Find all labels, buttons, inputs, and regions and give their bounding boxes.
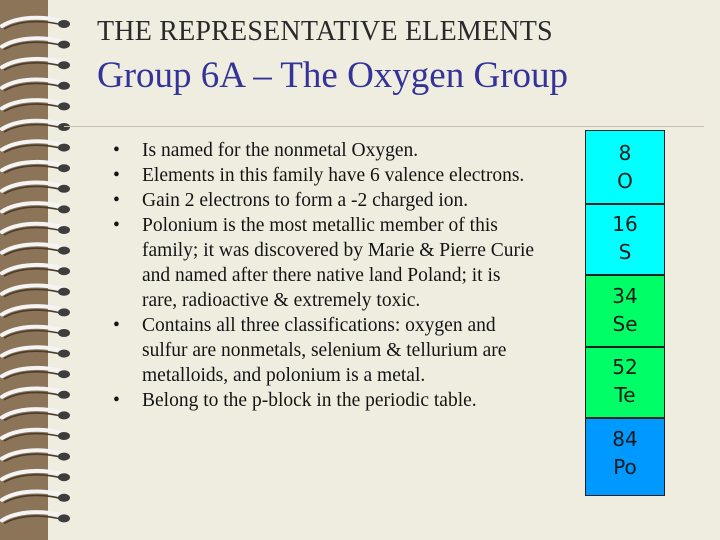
bullet-dot: • xyxy=(113,390,120,411)
binding-ring xyxy=(2,203,70,214)
binding-ring xyxy=(2,512,70,523)
element-symbol: O xyxy=(617,169,633,193)
binding-ring xyxy=(2,244,70,255)
atomic-number: 84 xyxy=(612,427,638,451)
binding-ring xyxy=(2,59,70,70)
binding-ring xyxy=(2,347,70,358)
element-symbol: S xyxy=(618,240,632,264)
spiral-binding xyxy=(0,0,80,540)
element-symbol: Se xyxy=(612,312,638,336)
element-cell-sulfur xyxy=(586,205,664,274)
binding-ring xyxy=(2,80,70,91)
slide-subtitle: THE REPRESENTATIVE ELEMENTS xyxy=(97,16,553,47)
bullet-text: Elements in this family have 6 valence electrons. xyxy=(142,165,525,186)
binding-ring xyxy=(2,141,70,152)
binding-ring xyxy=(2,306,70,317)
binding-ring xyxy=(2,18,70,29)
atomic-number: 34 xyxy=(612,284,638,308)
binding-ring xyxy=(2,492,70,503)
atomic-number: 52 xyxy=(612,355,638,379)
element-cell-selenium xyxy=(586,276,664,346)
binding-ring xyxy=(2,100,70,111)
bullet-text: Contains all three classifications: oxygen and sulfur are nonmetals, selenium & tellurium are metalloids, and polonium is a metal. xyxy=(142,315,507,386)
element-symbol: Te xyxy=(614,383,636,407)
binding-ring xyxy=(2,450,70,461)
binding-ring xyxy=(2,38,70,49)
element-column xyxy=(585,130,665,496)
binding-ring xyxy=(2,224,70,235)
binding-ring xyxy=(2,286,70,297)
bullet-dot: • xyxy=(113,190,120,211)
bullet-item xyxy=(113,213,538,313)
bullet-dot: • xyxy=(113,140,120,161)
element-cell-polonium xyxy=(586,419,664,495)
binding-ring xyxy=(2,409,70,420)
bullet-item xyxy=(113,313,538,388)
element-cell-oxygen xyxy=(586,131,664,203)
bullet-dot: • xyxy=(113,165,120,186)
slide-title: Group 6A – The Oxygen Group xyxy=(97,55,569,96)
bullet-text: Polonium is the most metallic member of this family; it was discovered by Marie & Pierre Curie and named after there native land Poland; it is rare, radioactive & extremely toxic. xyxy=(142,215,535,311)
binding-ring xyxy=(2,471,70,482)
binding-ring xyxy=(2,183,70,194)
binding-ring xyxy=(2,121,70,132)
bullet-list xyxy=(113,138,538,413)
atomic-number: 16 xyxy=(612,212,638,236)
atomic-number: 8 xyxy=(618,141,632,165)
element-cell-tellurium xyxy=(586,348,664,417)
binding-ring xyxy=(2,265,70,276)
element-symbol: Po xyxy=(613,455,637,479)
binding-ring xyxy=(2,327,70,338)
binding-ring xyxy=(2,389,70,400)
bullet-text: Is named for the nonmetal Oxygen. xyxy=(142,140,419,161)
bullet-dot: • xyxy=(113,315,120,336)
bullet-text: Belong to the p-block in the periodic table. xyxy=(142,390,477,411)
bullet-dot: • xyxy=(113,215,120,236)
bullet-text: Gain 2 electrons to form a -2 charged ion. xyxy=(142,190,469,211)
binding-ring xyxy=(2,368,70,379)
binding-ring xyxy=(2,430,70,441)
bullet-item xyxy=(113,138,538,163)
bullet-item xyxy=(113,163,538,188)
title-divider xyxy=(64,126,704,127)
bullet-item xyxy=(113,188,538,213)
bullet-item xyxy=(113,388,538,413)
binding-ring xyxy=(2,162,70,173)
